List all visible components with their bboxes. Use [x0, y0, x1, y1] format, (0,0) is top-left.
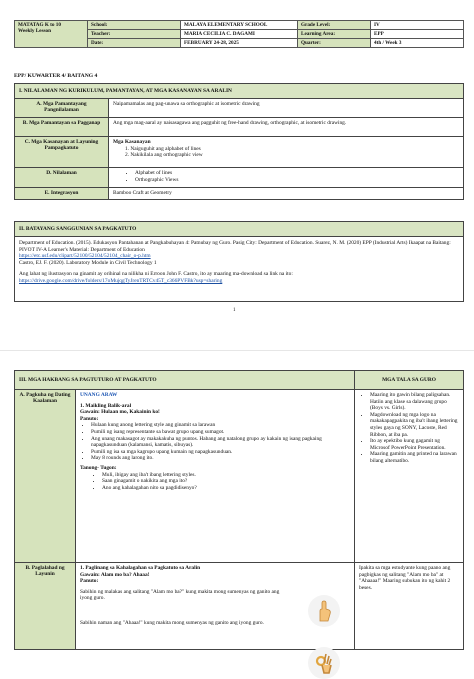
header-table — [14, 20, 464, 48]
area-label: Learning Area: — [298, 30, 371, 39]
section2-title: II. BATAYANG SANGGUNIAN SA PAGKATUTO — [15, 222, 464, 237]
row-content: Naipamamalas ang pag-unawa sa orthographic at isometric drawing — [109, 99, 464, 118]
skill-item: 1. Naiguguhit ang alphabet of lines — [125, 145, 201, 152]
section2-table — [14, 221, 464, 302]
activity-title: 1. Paglinang sa Kahalagahan sa Pagkatuto sa Aralin — [80, 565, 201, 571]
row-label: C. Mga Kasanayan at Layuning Pampagkatuto — [15, 137, 109, 168]
content-bullet: • Orthographic Views — [135, 177, 459, 184]
date-label: Date: — [88, 39, 181, 48]
instruction-paragraph: Sabihin ng malakas ang salitang "Alam mo ba?" kung makita mong sumenyas ng ganito ang iyong guro. — [80, 588, 280, 602]
step-a-content — [76, 390, 355, 563]
section3-table — [14, 370, 464, 650]
content-bullet: • Alphabet of lines — [135, 170, 459, 177]
skills-title: Mga Kasanayan — [113, 139, 151, 145]
panuto-label: Panuto: — [80, 415, 99, 422]
teacher-notes-a — [355, 390, 464, 563]
page-divider — [0, 350, 474, 351]
gawain-label: Gawain: Hulaan mo, Kakainin ko! — [80, 409, 160, 416]
date-value: FEBRUARY 24-28, 2025 — [181, 39, 298, 48]
ok-hand-icon — [308, 647, 340, 679]
note-item: • Magdownload ng mga logo na makakapagpakita ng iba't ibang lettering styles gaya ng SONY, Lacoste, Red Ribbon, at iba pa. — [370, 412, 459, 438]
step-label: A. Pagkuha ng Dating Kaalaman — [15, 390, 76, 563]
question-item: • Ano ang kahalagahan nito sa pagdidisenyo? — [102, 485, 350, 492]
activity-title: 1. Maikling Balik-aral — [80, 402, 132, 409]
note-item: • Ito ay epektibo kung gagamit ng Microsof PowerPoint Presentation. — [370, 438, 459, 451]
references-text: Department of Education. (2015). Edukasyon Pantahanan at Pangkabuhayan 4: Patnubay ng Guro. Pasig City: Department of Education. Suarez, N. M. (2020) EPP (Industrial Arts) Ikaapat na Baitang: PIVOT IV-A Learner's Material: Department of Education — [19, 240, 451, 253]
notes-title: MGA TALA SA GURO — [355, 371, 464, 390]
page-number: 1 — [233, 308, 236, 313]
school-value: MALAYA ELEMENTARY SCHOOL — [181, 21, 298, 30]
teacher-notes-b: Ipakita sa mga estudyante kung paano ang pagbigkas ng salitang "Alam mo ba" at "Ahaaaa!" Maaring subukan ito ng kahit 2 beses. — [355, 563, 464, 650]
quarter-value: 4th / Week 3 — [371, 39, 464, 48]
row-label: B. Mga Pamantayan sa Pagganap — [15, 118, 109, 137]
question-item: • Muli, ibigay ang iba't ibang lettering styles. — [102, 472, 350, 479]
step-label: B. Paglalahad ng Layunin — [15, 563, 76, 650]
illustration-note: Ang lahat ng ilustrasyon na ginamit ay orihinal na nilikha ni Erroon John F. Castro, ito ay maaring ma-download sa link na ito: — [19, 271, 293, 278]
instruction-item: • Hulaan kung anong lettering style ang ginamit sa larawan — [91, 422, 350, 429]
teacher-value: MARIA CECILIA C. DAGAMI — [181, 30, 298, 39]
section3-title: III. MGA HAKBANG SA PAGTUTURO AT PAGKATUTO — [15, 371, 355, 390]
instruction-item: • Pumili ng isa sa mga kagrupo upang kumain ng napagkasunduan. — [91, 449, 350, 456]
panuto-label: Panuto: — [80, 578, 99, 585]
references-tail: Castro, EJ. F. (2020). Laboratory Module in Civil Technology 1 — [19, 259, 157, 266]
row-content — [109, 168, 464, 188]
area-value: EPP — [371, 30, 464, 39]
day-label: UNANG ARAW — [80, 392, 118, 398]
reference-link[interactable]: https://etc.usf.edu/clipart/52100/52104/52104_chair_o-p.htm — [19, 253, 151, 260]
instruction-item: • Ang unang makasagot ay makakakuha ng puntos. Habang ang natalong grupo ay kakain ng isang pagkaing napagkasunduan (kalamansi, kamatis, sibuyas). — [91, 436, 350, 449]
row-label: D. Nilalaman — [15, 168, 109, 188]
instruction-item: • May 8 rounds ang larong ito. — [91, 455, 350, 462]
subheading: EPP/ KUWARTER 4/ BAITANG 4 — [14, 73, 98, 79]
row-content: Ang mga mag-aaral ay naisasagawa ang pagguhit ng free-hand drawing, orthographic, at isometric drawing. — [109, 118, 464, 137]
section1-table — [14, 83, 464, 200]
gawain-label: Gawain: Alam mo ba? Ahaaa! — [80, 571, 150, 578]
instruction-item: • Pumili ng isang representante sa bawat grupo upang sumagot. — [91, 429, 350, 436]
row-content — [109, 137, 464, 168]
teacher-label: Teacher: — [88, 30, 181, 39]
row-content: Bamboo Craft at Geometry — [109, 188, 464, 200]
row-label: E. Integrasyon — [15, 188, 109, 200]
skill-item: 2. Nakikilala ang orthographic view — [125, 152, 203, 159]
instruction-paragraph: Sabihin naman ang "Ahaaa!" kung makita mong sumenyas ng ganito ang iyong guro. — [80, 619, 264, 626]
quarter-label: Quarter: — [298, 39, 371, 48]
grade-value: IV — [371, 21, 464, 30]
references-cell — [15, 237, 464, 302]
tanong-label: Tanong- Tugon: — [80, 464, 117, 471]
note-item: • Maaring ito gawin bilang paligsahan. Hatiin ang klase sa dalawang grupo (Boys vs. Girls). — [370, 392, 459, 412]
pointing-hand-icon — [308, 595, 340, 627]
row-label: A. Mga Pamantayang Pangnilalaman — [15, 99, 109, 118]
school-label: School: — [88, 21, 181, 30]
step-b-content — [76, 563, 355, 650]
illustration-link[interactable]: https://drive.google.com/drive/folders/17oMujqgTyJrenTRTCv45T_c366PVFBk?usp=sharing — [19, 277, 223, 284]
note-item: • Maaring gamitin ang printed na larawan bilang alternatibo. — [370, 451, 459, 464]
question-item: • Saan ginagamit o nakikita ang mga ito? — [102, 478, 350, 485]
section1-title: I. NILALAMAN NG KURIKULUM, PAMANTAYAN, AT MGA KASANAYAN SA ARALIN — [15, 84, 464, 99]
grade-label: Grade Level: — [298, 21, 371, 30]
doc-title: MATATAG K to 10 Weekly Lesson — [15, 21, 88, 48]
